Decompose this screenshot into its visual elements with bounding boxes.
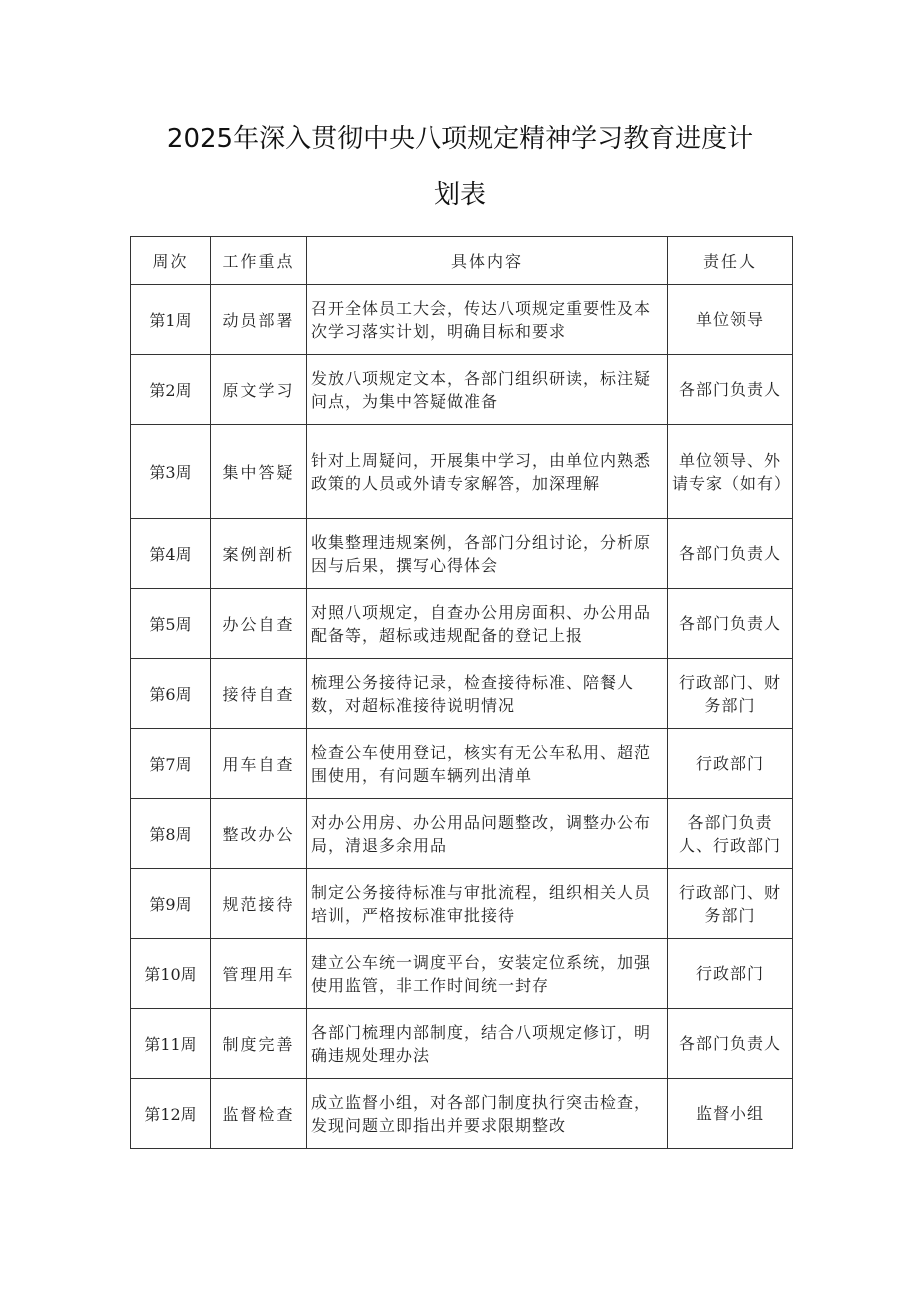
week-cell: 第11周 bbox=[131, 1009, 211, 1079]
week-cell: 第5周 bbox=[131, 589, 211, 659]
week-cell: 第1周 bbox=[131, 285, 211, 355]
table-row bbox=[131, 1009, 793, 1079]
content-cell: 发放八项规定文本，各部门组织研读，标注疑问点，为集中答疑做准备 bbox=[307, 355, 668, 425]
content-cell: 针对上周疑问，开展集中学习，由单位内熟悉政策的人员或外请专家解答，加深理解 bbox=[307, 425, 668, 519]
owner-cell: 各部门负责人 bbox=[668, 355, 793, 425]
focus-cell: 集中答疑 bbox=[211, 425, 307, 519]
week-cell: 第4周 bbox=[131, 519, 211, 589]
focus-cell: 监督检查 bbox=[211, 1079, 307, 1149]
content-cell: 检查公车使用登记，核实有无公车私用、超范围使用，有问题车辆列出清单 bbox=[307, 729, 668, 799]
owner-cell: 行政部门 bbox=[668, 729, 793, 799]
page-title: 2025年深入贯彻中央八项规定精神学习教育进度计 bbox=[166, 124, 754, 154]
content-cell: 梳理公务接待记录，检查接待标准、陪餐人数，对超标准接待说明情况 bbox=[307, 659, 668, 729]
owner-cell: 监督小组 bbox=[668, 1079, 793, 1149]
week-cell: 第2周 bbox=[131, 355, 211, 425]
table-row bbox=[131, 1079, 793, 1149]
header-content: 具体内容 bbox=[307, 237, 668, 285]
table-row bbox=[131, 589, 793, 659]
focus-cell: 制度完善 bbox=[211, 1009, 307, 1079]
table-row bbox=[131, 729, 793, 799]
owner-cell: 单位领导、外请专家（如有） bbox=[668, 425, 793, 519]
owner-cell: 各部门负责人 bbox=[668, 519, 793, 589]
owner-cell: 单位领导 bbox=[668, 285, 793, 355]
week-cell: 第6周 bbox=[131, 659, 211, 729]
table-row bbox=[131, 659, 793, 729]
content-cell: 成立监督小组，对各部门制度执行突击检查，发现问题立即指出并要求限期整改 bbox=[307, 1079, 668, 1149]
week-cell: 第10周 bbox=[131, 939, 211, 1009]
week-cell: 第9周 bbox=[131, 869, 211, 939]
focus-cell: 原文学习 bbox=[211, 355, 307, 425]
header-owner: 责任人 bbox=[668, 237, 793, 285]
content-cell: 各部门梳理内部制度，结合八项规定修订，明确违规处理办法 bbox=[307, 1009, 668, 1079]
week-cell: 第7周 bbox=[131, 729, 211, 799]
table-row bbox=[131, 355, 793, 425]
page-title-continued: 划表 bbox=[433, 180, 486, 210]
owner-cell: 各部门负责人 bbox=[668, 1009, 793, 1079]
content-cell: 制定公务接待标准与审批流程，组织相关人员培训，严格按标准审批接待 bbox=[307, 869, 668, 939]
owner-cell: 行政部门、财务部门 bbox=[668, 659, 793, 729]
focus-cell: 接待自查 bbox=[211, 659, 307, 729]
content-cell: 收集整理违规案例，各部门分组讨论，分析原因与后果，撰写心得体会 bbox=[307, 519, 668, 589]
owner-cell: 行政部门 bbox=[668, 939, 793, 1009]
header-focus: 工作重点 bbox=[211, 237, 307, 285]
content-cell: 对办公用房、办公用品问题整改，调整办公布局，清退多余用品 bbox=[307, 799, 668, 869]
content-cell: 建立公车统一调度平台，安装定位系统，加强使用监管，非工作时间统一封存 bbox=[307, 939, 668, 1009]
table-header-row bbox=[131, 237, 793, 285]
focus-cell: 办公自查 bbox=[211, 589, 307, 659]
week-cell: 第12周 bbox=[131, 1079, 211, 1149]
table-row bbox=[131, 425, 793, 519]
owner-cell: 各部门负责人 bbox=[668, 589, 793, 659]
week-cell: 第3周 bbox=[131, 425, 211, 519]
table-row bbox=[131, 869, 793, 939]
content-cell: 对照八项规定，自查办公用房面积、办公用品配备等，超标或违规配备的登记上报 bbox=[307, 589, 668, 659]
schedule-table bbox=[130, 236, 793, 1149]
focus-cell: 案例剖析 bbox=[211, 519, 307, 589]
week-cell: 第8周 bbox=[131, 799, 211, 869]
table-row bbox=[131, 285, 793, 355]
focus-cell: 管理用车 bbox=[211, 939, 307, 1009]
table-row bbox=[131, 799, 793, 869]
focus-cell: 动员部署 bbox=[211, 285, 307, 355]
content-cell: 召开全体员工大会，传达八项规定重要性及本次学习落实计划，明确目标和要求 bbox=[307, 285, 668, 355]
header-week: 周次 bbox=[131, 237, 211, 285]
focus-cell: 规范接待 bbox=[211, 869, 307, 939]
table-row bbox=[131, 939, 793, 1009]
focus-cell: 整改办公 bbox=[211, 799, 307, 869]
focus-cell: 用车自查 bbox=[211, 729, 307, 799]
owner-cell: 行政部门、财务部门 bbox=[668, 869, 793, 939]
table-row bbox=[131, 519, 793, 589]
owner-cell: 各部门负责人、行政部门 bbox=[668, 799, 793, 869]
